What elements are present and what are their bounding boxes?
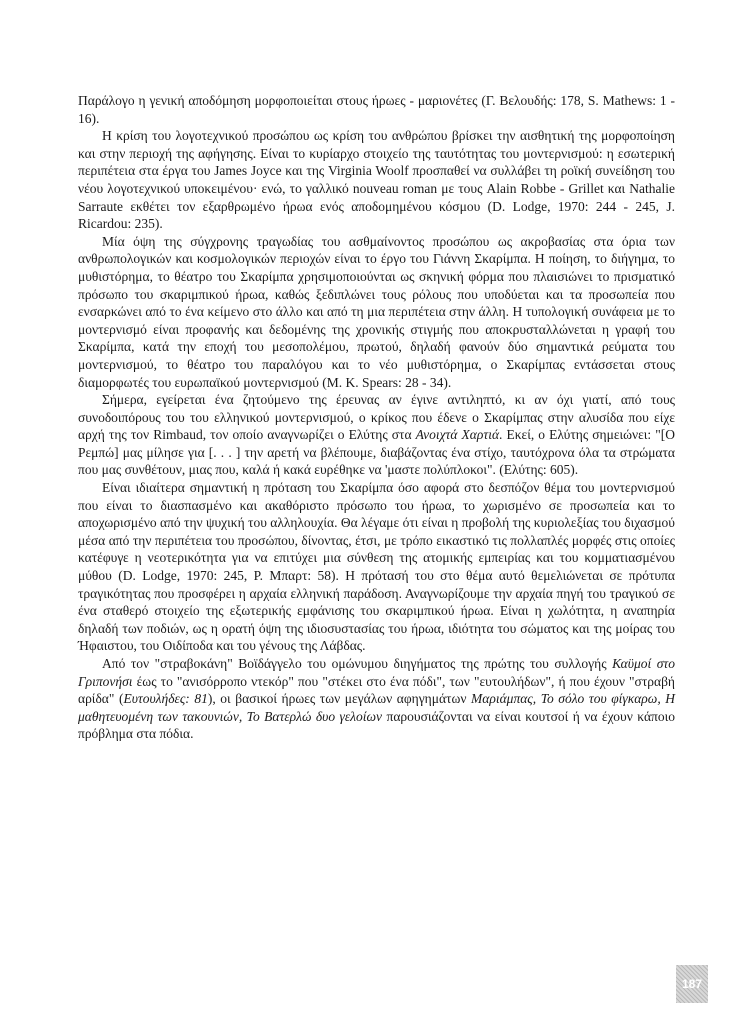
- book-title-anoixta-xartia: Ανοιχτά Χαρτιά: [415, 427, 500, 443]
- paragraph-2: Η κρίση του λογοτεχνικού προσώπου ως κρίση του ανθρώπου βρίσκει την αισθητική της μορφοποίηση και στην περιοχή της αφήγησης. Είναι το κυρίαρχο στοιχείο της ταυτότητας του μοντερνισμού: η εσωτερική περιπέτεια στα έργα του James Joyce και της Virginia Woolf προσπαθεί να συλλάβει τη ροϊκή συνείδηση του νέου λογοτεχνικού υποκειμένου· ενώ, το γαλλικό nouveau roman με τους Alain Robbe - Grillet και Nathalie Sarraute εκθέτει τον εξαρθρωμένο ήρωα ενός αποδομημένου κόσμου (D. Lodge, 1970: 244 - 245, J. Ricardou: 235).: [78, 128, 675, 232]
- paragraph-4: [78, 391, 675, 479]
- paragraph-5: Είναι ιδιαίτερα σημαντική η πρόταση του Σκαρίμπα όσο αφορά στο δεσπόζον θέμα του μοντερνισμού που είναι το διασπασμένο και ακαθόριστο πρόσωπο του ήρωα, το χωρισμένο σε προσωπεία και το αποχωρισμένο από την ψυχική του αλληλουχία. Θα λέγαμε ότι είναι η προβολή της κυριολεξίας του διχασμού μέσα από την περιπέτεια του προσώπου, δίνοντας, έτσι, με τρόπο εικαστικό τις πολλαπλές μορφές στις οποίες κατέφυγε η νεοτερικότητα για να επιτύχει μια σύνθεση της ατομικής εμπειρίας και του κομματιασμένου μύθου (D. Lodge, 1970: 245, P. Μπαρτ: 58). Η πρότασή του στο θέμα αυτό θεμελιώνεται σε πρότυπα τραγικότητας που προσφέρει η αρχαία ελληνική παράδοση. Αναγνωρίζουμε την αρχαία πηγή του τραγικού σε ένα σταθερό στοιχείο της εξωτερικής εμφάνισης του σκαριμπικού ήρωα. Είναι η χωλότητα, η αναπηρία δηλαδή των ποδιών, ως η ορατή όψη της ιδιοσυστασίας του ήρωα, ιδιότητα του σώματος και της μοίρας του Ήφαιστου, του Οιδίποδα και του γένους της Λάβδας.: [78, 480, 675, 654]
- body-text: [78, 92, 675, 743]
- book-titles-novels: Μαριάμπας, Το σόλο του φίγκαρω, Η μαθητευομένη των τακουνιών, Το Βατερλώ δυο γελοίων: [78, 691, 676, 724]
- paragraph-4-text-b: . Εκεί, ο Ελύτης σημειώνει: "[Ο Ρεμπώ] μας μίλησε για [. . . ] την αρετή να βλέπουμε, διαβάζοντας ένα στίχο, ταυτόχρονα όλα τα στρώματα που μας συνθέτουν, μιας που, καλά ή κακά ευρέθηκε να 'μαστε πολύπλοκοι". (Ελύτης: 605).: [78, 427, 676, 478]
- book-title-kaymoi: Καϋμοί στο Γριπονήσι: [78, 656, 675, 689]
- paragraph-6-text-a: Από τον "στραβοκάνη" Βοϊδάγγελο του ομώνυμου διηγήματος της πρώτης του συλλογής: [102, 656, 613, 671]
- page-number: 187: [676, 965, 708, 1003]
- paragraph-6-text-b: έως το "ανισόρροπο ντεκόρ" που "στέκει στο ένα πόδι", των "ευτουλήδων", ή που έχουν "στραβή αρίδα" (: [78, 673, 675, 707]
- paragraph-1: Παράλογο η γενική αποδόμηση μορφοποιείται στους ήρωες - μαριονέτες (Γ. Βελουδής: 178, S. Mathews: 1 - 16).: [78, 93, 675, 126]
- paragraph-6-text-c: ), οι βασικοί ήρωες των μεγάλων αφηγημάτων: [207, 691, 472, 707]
- paragraph-4-text-a: Σήμερα, εγείρεται ένα ζητούμενο της έρευνας αν έγινε αντιληπτό, κι αν όχι γιατί, από τους συνοδοιπόρους του του ελληνικού μοντερνισμού, ο κρίκος που έδενε ο Σκαρίμπας στην αλυσίδα που είχε αρχή της τον Rimbaud, τον οποίο αναγνωρίζει ο Ελύτης στα: [78, 392, 675, 443]
- paragraph-6: [78, 655, 675, 743]
- book-title-eutoulides: Ευτουλήδες: 81: [123, 691, 208, 707]
- paragraph-6-text-d: παρουσιάζονται να είναι κουτσοί ή να έχουν κάποιο πρόβλημα στα πόδια.: [78, 708, 675, 742]
- paragraph-3: Μία όψη της σύγχρονης τραγωδίας του ασθμαίνοντος προσώπου ως ακροβασίας στα όρια των ανθρωπολογικών και κοσμολογικών περιοχών είναι το έργο του Γιάννη Σκαρίμπα. Η ποίηση, το διήγημα, το μυθιστόρημα, το θέατρο του Σκαρίμπα χρησιμοποιούνται ως σκηνική φόρμα που πλαισιώνει το πρισματικό πρόσωπο του σκαριμπικού ήρωα, καθώς ξεδιπλώνει τους ρόλους που υποδύεται και τα προσωπεία που ενσαρκώνει από το ένα κείμενο στο άλλο και από τη μια περιπέτεια στην άλλη. Η τυπολογική συνάφεια με το μοντερνισμό είναι προφανής και δεδομένης της χρονικής στιγμής που αποκρυσταλλώνεται η γραφή του Σκαρίμπα, κατά την εποχή του μεσοπολέμου, πρωτού, δηλαδή φανούν δύο σημαντικά ρεύματα του μοντερνισμού, το θέατρο του παραλόγου και το νέο μυθιστόρημα, ο Σκαρίμπας εντάσσεται στους διαμορφωτές του ευρωπαϊκού μοντερνισμού (M. K. Spears: 28 - 34).: [78, 233, 675, 390]
